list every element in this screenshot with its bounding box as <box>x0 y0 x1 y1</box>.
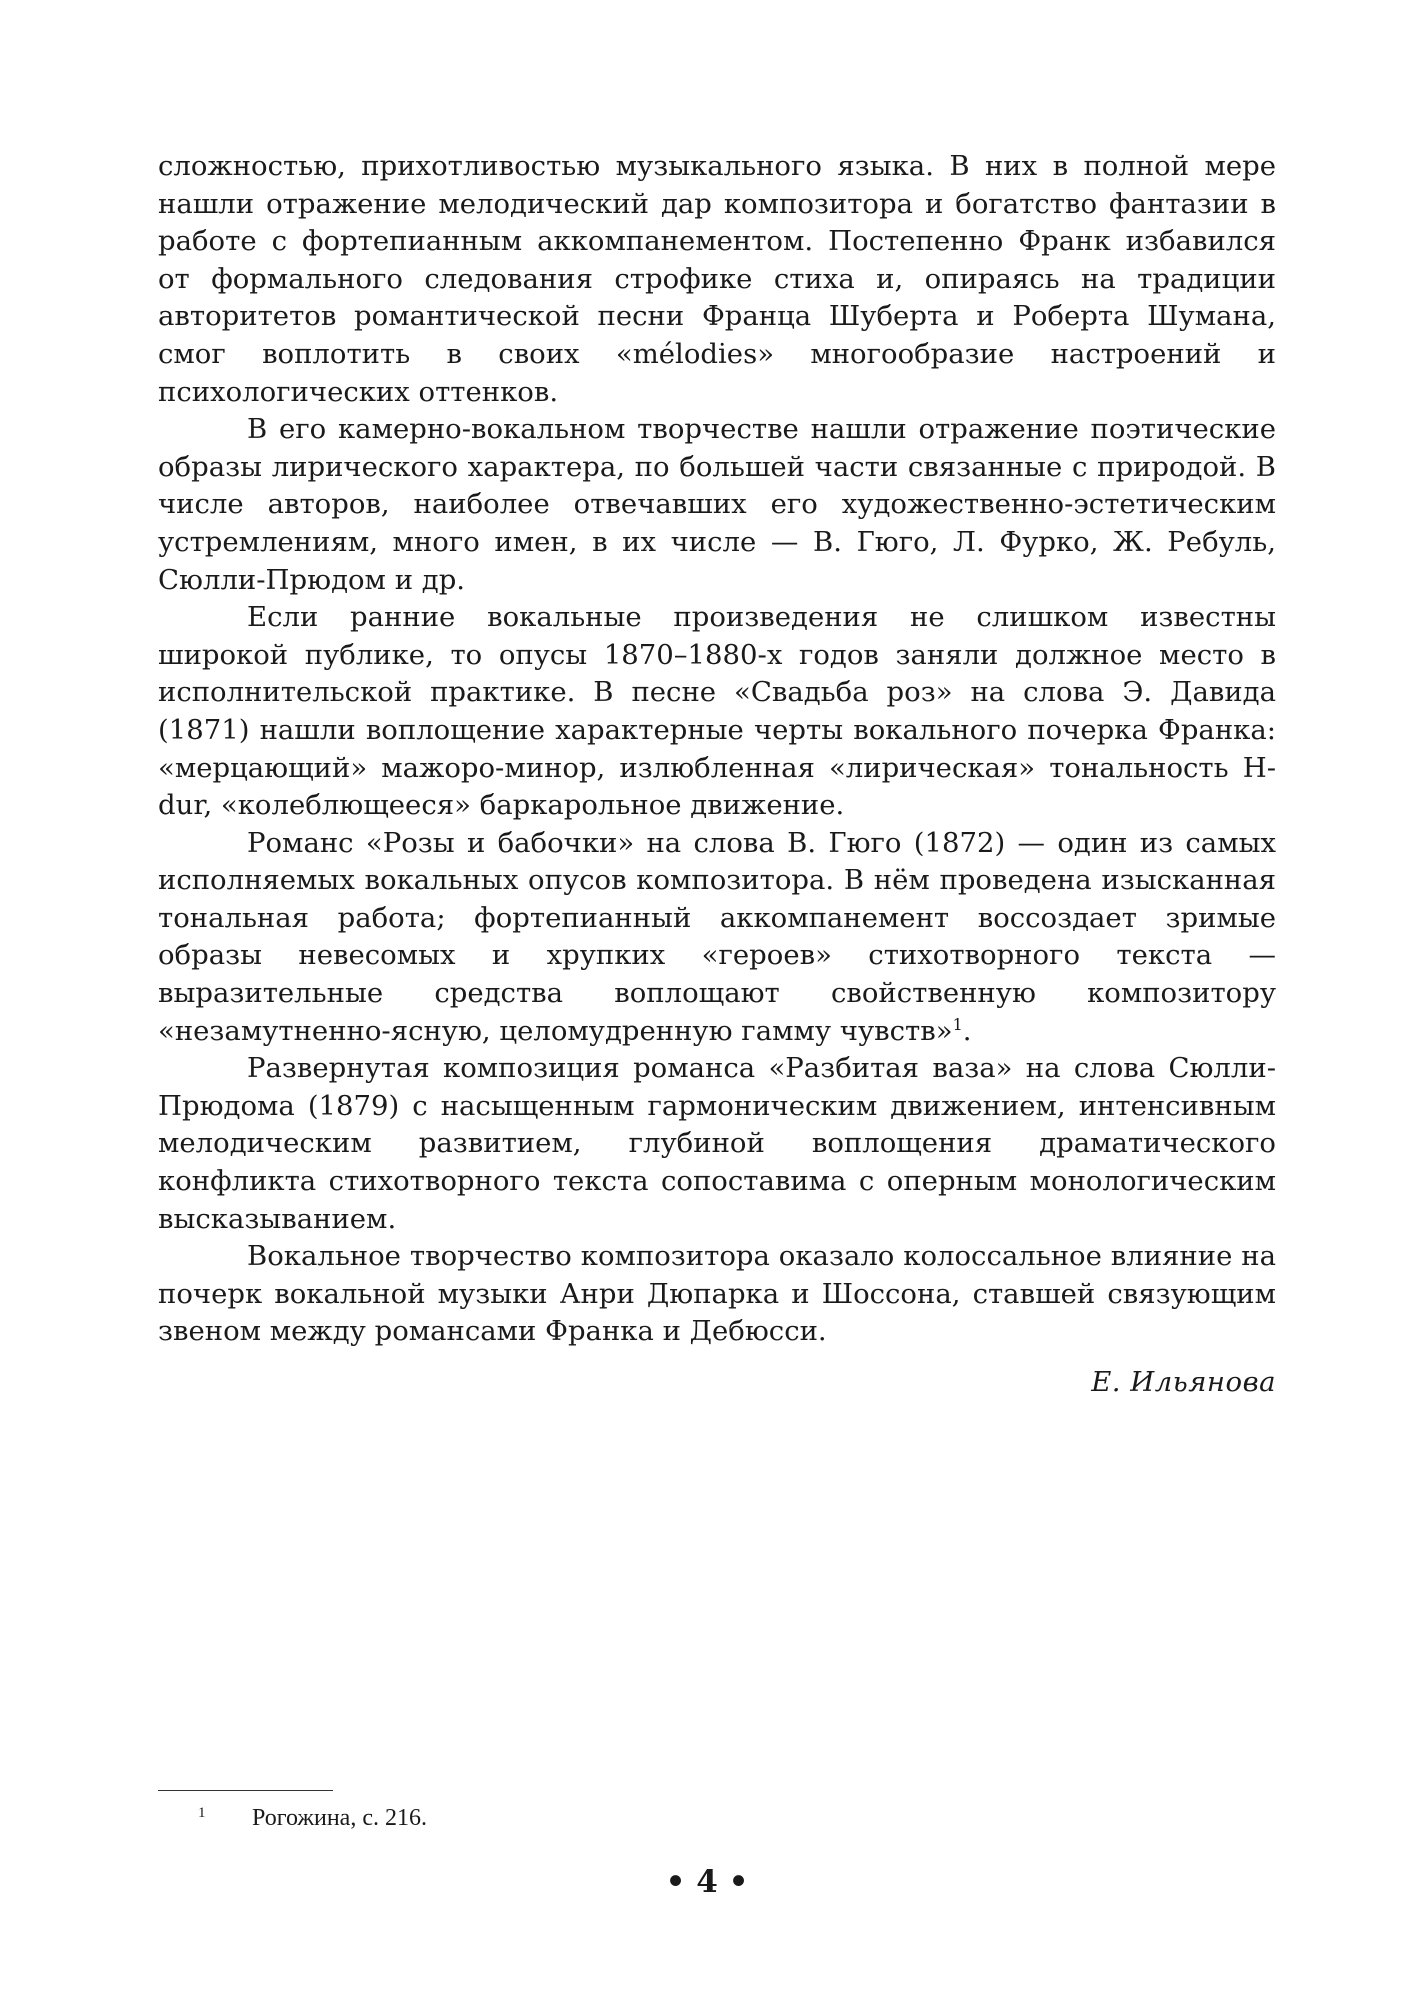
paragraph-4 <box>158 825 1276 1051</box>
paragraph-4-text: Романс «Розы и бабочки» на слова В. Гюго (1872) — один из самых исполняемых вокальных опусов композитора. В нём проведена изысканная тональная работа; фортепианный аккомпанемент воссоздает зримые образы невесомых и хрупких «героев» стихотворного текста — выразительные средства воплощают свойственную композитору «незамутненно-ясную, целомудренную гамму чувств» <box>158 826 1276 1047</box>
footnote <box>198 1798 427 1833</box>
paragraph-6: Вокальное творчество композитора оказало колоссальное влияние на почерк вокальной музыки Анри Дюпарка и Шоссона, ставшей связующим звеном между романсами Франка и Дебюсси. <box>158 1240 1276 1348</box>
footnote-reference[interactable]: 1 <box>952 1014 963 1034</box>
paragraph-5: Развернутая композиция романса «Разбитая ваза» на слова Сюлли-Прюдома (1879) с насыщенным гармоническим движением, интенсивным мелодическим развитием, глубиной воплощения драматического конфликта стихотворного текста сопоставима с оперным монологическим высказыванием. <box>158 1052 1276 1235</box>
paragraph-3: Если ранние вокальные произведения не слишком известны широкой публике, то опусы 1870–1880-х годов заняли должное место в исполнительской практике. В песне «Свадьба роз» на слова Э. Давида (1871) нашли воплощение характерные черты вокального почерка Франка: «мерцающий» мажоро-минор, излюбленная «лирическая» тональность H-dur, «колеблющееся» баркарольное движение. <box>158 601 1276 822</box>
author-signature: Е. Ильянова <box>1091 1366 1276 1398</box>
paragraph-2: В его камерно-вокальном творчестве нашли отражение поэтические образы лирического характера, по большей части связанные с природой. В числе авторов, наиболее отвечавших его художественно-эстетическим устремлениям, много имен, в их числе — В. Гюго, Л. Фурко, Ж. Ребуль, Сюлли-Прюдом и др. <box>158 413 1276 596</box>
paragraph-4-tail: . <box>962 1014 972 1047</box>
footnote-text: Рогожина, с. 216. <box>252 1805 427 1831</box>
footnote-number: 1 <box>198 1805 206 1821</box>
body-text <box>158 148 1276 1351</box>
page-number: • 4 • <box>665 1864 749 1900</box>
footnote-divider <box>158 1790 333 1791</box>
paragraph-1: сложностью, прихотливостью музыкального языка. В них в полной мере нашли отражение мелодический дар композитора и богатство фантазии в работе с фортепианным аккомпанементом. Постепенно Франк избавился от формального следования строфике стиха и, опираясь на традиции авторитетов романтической песни Франца Шуберта и Роберта Шумана, смог воплотить в своих «mélodies» многообразие настроений и психологических оттенков. <box>158 150 1276 408</box>
